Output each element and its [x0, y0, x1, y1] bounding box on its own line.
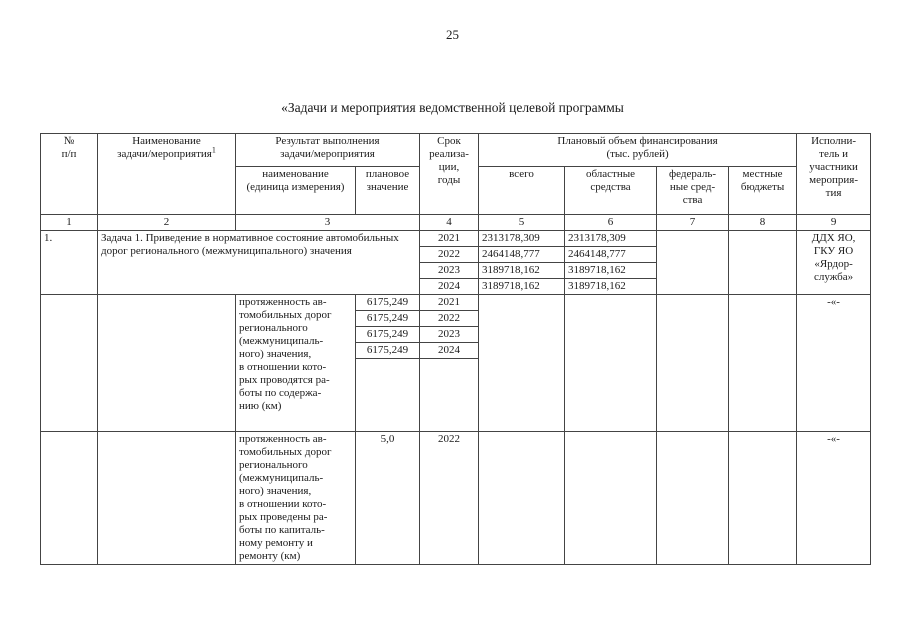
result2-number — [41, 432, 98, 565]
result2-regional — [565, 432, 657, 565]
result1-year: 2024 — [420, 343, 479, 359]
result1-value: 6175,249 — [356, 343, 420, 359]
column-number: 2 — [98, 215, 236, 231]
result1-federal — [657, 295, 729, 432]
column-number: 5 — [479, 215, 565, 231]
task-regional: 2313178,309 — [565, 231, 657, 247]
result1-total — [479, 295, 565, 432]
footnote-marker: 1 — [211, 145, 216, 155]
result2-total — [479, 432, 565, 565]
header-fin-total: всего — [479, 167, 565, 215]
task-federal — [657, 231, 729, 295]
task-total: 2313178,309 — [479, 231, 565, 247]
result1-year: 2023 — [420, 327, 479, 343]
task-year: 2024 — [420, 279, 479, 295]
task-regional: 3189718,162 — [565, 279, 657, 295]
result2-value: 5,0 — [356, 432, 420, 565]
result2-row — [41, 432, 871, 565]
result1-value: 6175,249 — [356, 311, 420, 327]
header-finance-group: Плановый объем финансирования (тыс. рублей) — [479, 134, 797, 167]
page-number: 25 — [446, 27, 459, 42]
result2-name: протяженность ав- томобильных дорог регионального (межмуниципаль- ного) значения, в отношении кото- рых проведены ра- боты по капиталь- ному ремонту и ремонту (км) — [236, 432, 356, 565]
result2-local — [729, 432, 797, 565]
result1-name: протяженность ав- томобильных дорог регионального (межмуниципаль- ного) значения, в отношении кото- рых проводятся ра- боты по содержа- нию (км) — [236, 295, 356, 432]
header-result-group: Результат выполнения задачи/мероприятия — [236, 134, 420, 167]
header-result-value: плановое значение — [356, 167, 420, 215]
task-number: 1. — [41, 231, 98, 295]
column-number: 6 — [565, 215, 657, 231]
task-text: Задача 1. Приведение в нормативное состояние автомобильных дорог регионального (межмуниципального) значения — [98, 231, 420, 295]
document-title: «Задачи и мероприятия ведомственной целевой программы — [281, 100, 624, 115]
result1-task-cell — [98, 295, 236, 432]
header-executor: Исполни- тель и участники мероприя- тия — [797, 134, 871, 215]
task-regional: 2464148,777 — [565, 247, 657, 263]
result2-federal — [657, 432, 729, 565]
task-total: 2464148,777 — [479, 247, 565, 263]
result1-regional — [565, 295, 657, 432]
result1-local — [729, 295, 797, 432]
task-year: 2022 — [420, 247, 479, 263]
result1-year: 2022 — [420, 311, 479, 327]
header-fin-regional: областные средства — [565, 167, 657, 215]
task-total: 3189718,162 — [479, 279, 565, 295]
task-executor: ДДХ ЯО, ГКУ ЯО «Ярдор- служба» — [797, 231, 871, 295]
result1-value-filler — [356, 359, 420, 432]
header-row-1 — [41, 134, 871, 167]
result1-year-filler — [420, 359, 479, 432]
result1-year: 2021 — [420, 295, 479, 311]
header-task-name-text: Наименование задачи/мероприятия — [117, 135, 212, 160]
column-numbers-row — [41, 215, 871, 231]
task-year: 2021 — [420, 231, 479, 247]
result1-row — [41, 295, 871, 311]
program-table — [40, 133, 871, 565]
task-year: 2023 — [420, 263, 479, 279]
column-number: 4 — [420, 215, 479, 231]
result2-task-cell — [98, 432, 236, 565]
result1-number — [41, 295, 98, 432]
header-fin-federal: федераль- ные сред- ства — [657, 167, 729, 215]
header-result-name: наименование (единица измерения) — [236, 167, 356, 215]
task-regional: 3189718,162 — [565, 263, 657, 279]
result1-executor: -«- — [797, 295, 871, 432]
header-number: № п/п — [41, 134, 98, 215]
column-number: 1 — [41, 215, 98, 231]
column-number: 7 — [657, 215, 729, 231]
header-task-name — [98, 134, 236, 215]
header-fin-local: местные бюджеты — [729, 167, 797, 215]
column-number: 9 — [797, 215, 871, 231]
result2-executor: -«- — [797, 432, 871, 565]
header-term: Срок реализа- ции, годы — [420, 134, 479, 215]
result1-value: 6175,249 — [356, 327, 420, 343]
task-total: 3189718,162 — [479, 263, 565, 279]
task-row — [41, 231, 871, 247]
column-number: 8 — [729, 215, 797, 231]
result2-year: 2022 — [420, 432, 479, 565]
column-number: 3 — [236, 215, 420, 231]
result1-value: 6175,249 — [356, 295, 420, 311]
task-local — [729, 231, 797, 295]
